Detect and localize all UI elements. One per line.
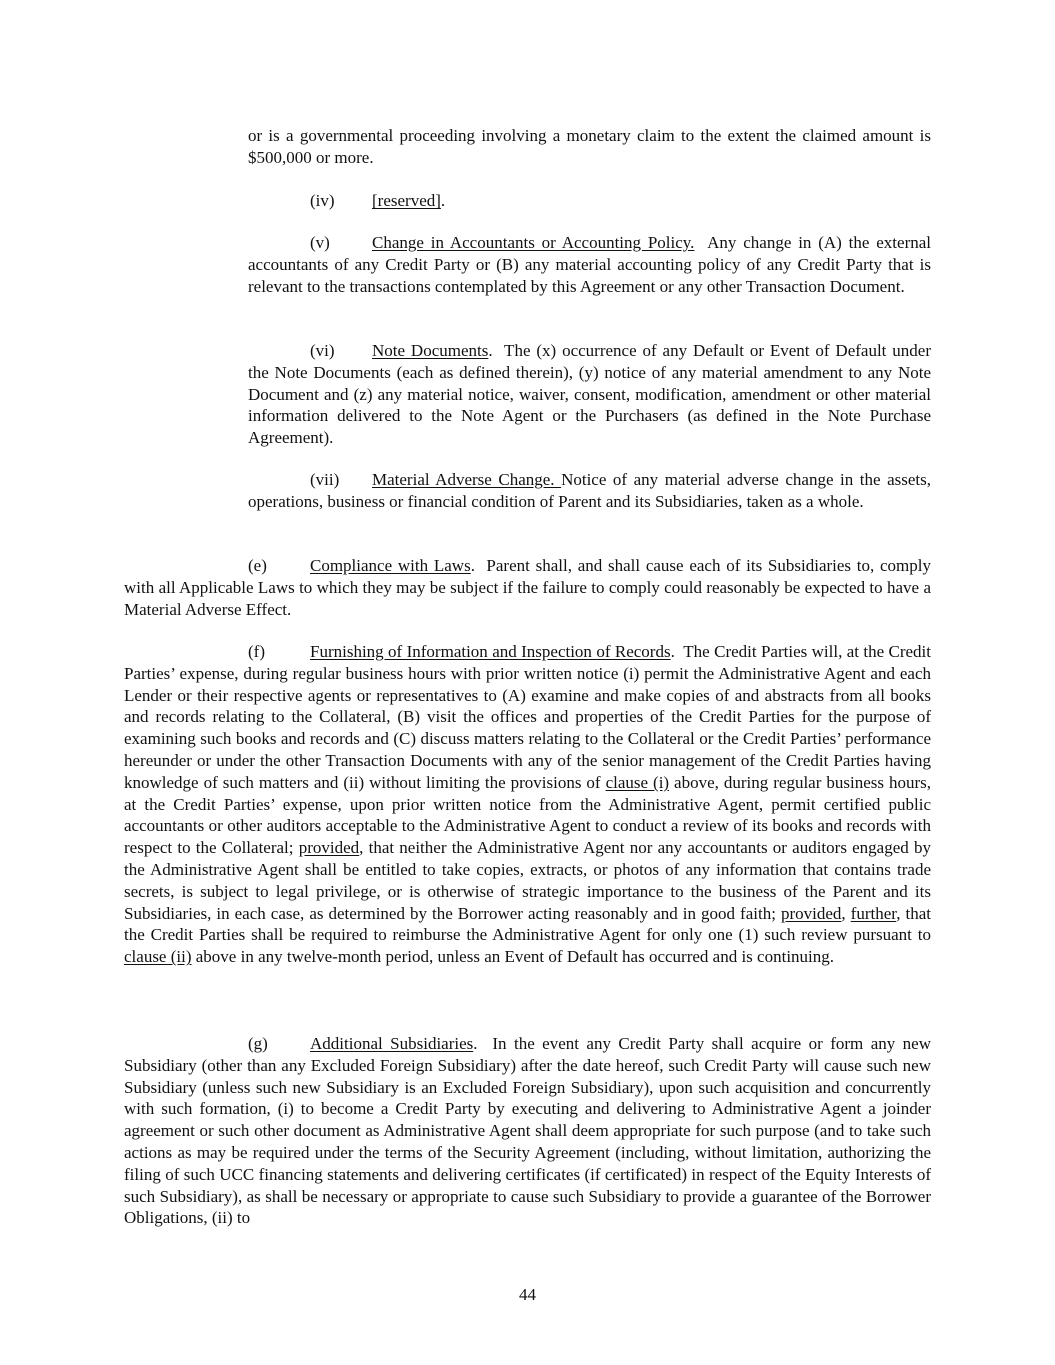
paragraph-text: . In the event any Credit Party shall acquire or form any new Subsidiary (other than any Excluded Foreign Subsidiary) after the date hereof, such Credit Party will cause such new Subsidiary (unless such new Subsidiary is an Excluded Foreign Subsidiary), upon such acquisition and concurrently with such formation, (i) to become a Credit Party by executing and delivering to Administrative Agent a joinder agreement or such other document as Administrative Agent shall deem appropriate for such purpose (and to take such actions as may be required under the terms of the Security Agreement (including, without limitation, authorizing the filing of such UCC financing statements and delivering certificates (if certificated) in respect of the Equity Interests of such Subsidiary), as shall be necessary or appropriate to cause such Subsidiary to provide a guarantee of the Borrower Obligations, (ii) to — [124, 1034, 936, 1228]
section-heading: Additional Subsidiaries — [310, 1034, 474, 1053]
paragraph-text: , that the Credit Parties shall be required to reimburse the Administrative Agent for only one (1) such review pursuant to — [124, 903, 936, 945]
cross-reference: clause (i) — [605, 772, 670, 792]
paragraph-text: . The Credit Parties will, at the Credit Parties’ expense, during regular business hours with prior written notice (i) permit the Administrative Agent and each Lender or their respective agents or representatives to (A) examine and make copies of and abstracts from all books and records relating to the Collateral, (B) visit the offices and properties of the Credit Parties for the purpose of examining such books and records and (C) discuss matters relating to the Collateral or the Credit Parties’ performance hereunder or under the other Transaction Documents with any of the senior management of the Credit Parties having knowledge of such matters and (ii) without limiting the provisions of — [124, 642, 936, 792]
paragraph-text: . — [440, 191, 446, 210]
paragraph-text: , — [841, 903, 851, 923]
paragraph-text: . The (x) occurrence of any Default or Event of Default under the Note Documents (each as defined therein), (y) notice of any material amendment to any Note Document and (z) any material notice, waiver, consent, modification, amendment or other material information delivered to the Note Agent or the Purchasers (as defined in the Note Purchase Agreement). — [248, 341, 936, 448]
item-number: (v) — [310, 233, 330, 252]
paragraph-e — [124, 555, 936, 620]
page-number: 44 — [519, 1285, 536, 1304]
paragraph-v — [248, 232, 936, 297]
paragraph-text: above, during regular business hours, at the Credit Parties’ expense, upon prior written notice from the Administrative Agent, permit certified public accountants or other auditors acceptable to the Administrative Agent to conduct a review of its books and records with respect to the Collateral; — [124, 772, 936, 858]
paragraph-text: . Parent shall, and shall cause each of its Subsidiaries to, comply with all Applicable Laws to which they may be subject if the failure to comply could reasonably be expected to have a Material Adverse Effect. — [124, 556, 936, 619]
item-number: (vii) — [310, 470, 340, 489]
paragraph-text: Notice of any material adverse change in the assets, operations, business or financial condition of Parent and its Subsidiaries, taken as a whole. — [248, 470, 932, 511]
item-number: (e) — [248, 556, 267, 575]
paragraph-continuation — [248, 125, 931, 169]
paragraph-g — [124, 1033, 936, 1229]
section-heading: Note Documents — [372, 341, 489, 360]
defined-term: provided — [298, 838, 360, 858]
paragraph-text: , that neither the Administrative Agent nor any accountants or auditors engaged by the Administrative Agent shall be entitled to take copies, extracts, or photos of any information that contains trade secrets, is subject to legal privilege, or is otherwise of strategic importance to the business of the Parent and its Subsidiaries, in each case, as determined by the Borrower acting reasonably and in good faith; — [124, 838, 936, 923]
section-heading: Compliance with Laws — [310, 556, 471, 575]
section-heading: [reserved] — [372, 191, 441, 210]
paragraph-text: or is a governmental proceeding involving a monetary claim to the extent the claimed amount is $500,000 or more. — [248, 126, 931, 167]
item-number: (f) — [248, 642, 265, 661]
section-heading: Change in Accountants or Accounting Policy. — [372, 233, 695, 252]
paragraph-vi — [248, 340, 936, 449]
defined-term: further — [850, 903, 897, 923]
paragraph-vii — [248, 469, 931, 513]
paragraph-text: Any change in (A) the external accountants of any Credit Party or (B) any material accounting policy of any Credit Party that is relevant to the transactions contemplated by this Agreement or any other Transaction Document. — [248, 233, 936, 296]
cross-reference: clause (ii) — [124, 947, 192, 967]
paragraph-iv — [248, 190, 931, 212]
section-heading: Furnishing of Information and Inspection of Records — [310, 642, 671, 661]
paragraph-text: above in any twelve-month period, unless an Event of Default has occurred and is continuing. — [191, 947, 835, 967]
defined-term: provided — [780, 903, 842, 923]
item-number: (g) — [248, 1034, 268, 1053]
item-number: (iv) — [310, 191, 335, 210]
paragraph-f — [124, 641, 936, 968]
section-heading: Material Adverse Change. — [372, 470, 562, 489]
item-number: (vi) — [310, 341, 335, 360]
